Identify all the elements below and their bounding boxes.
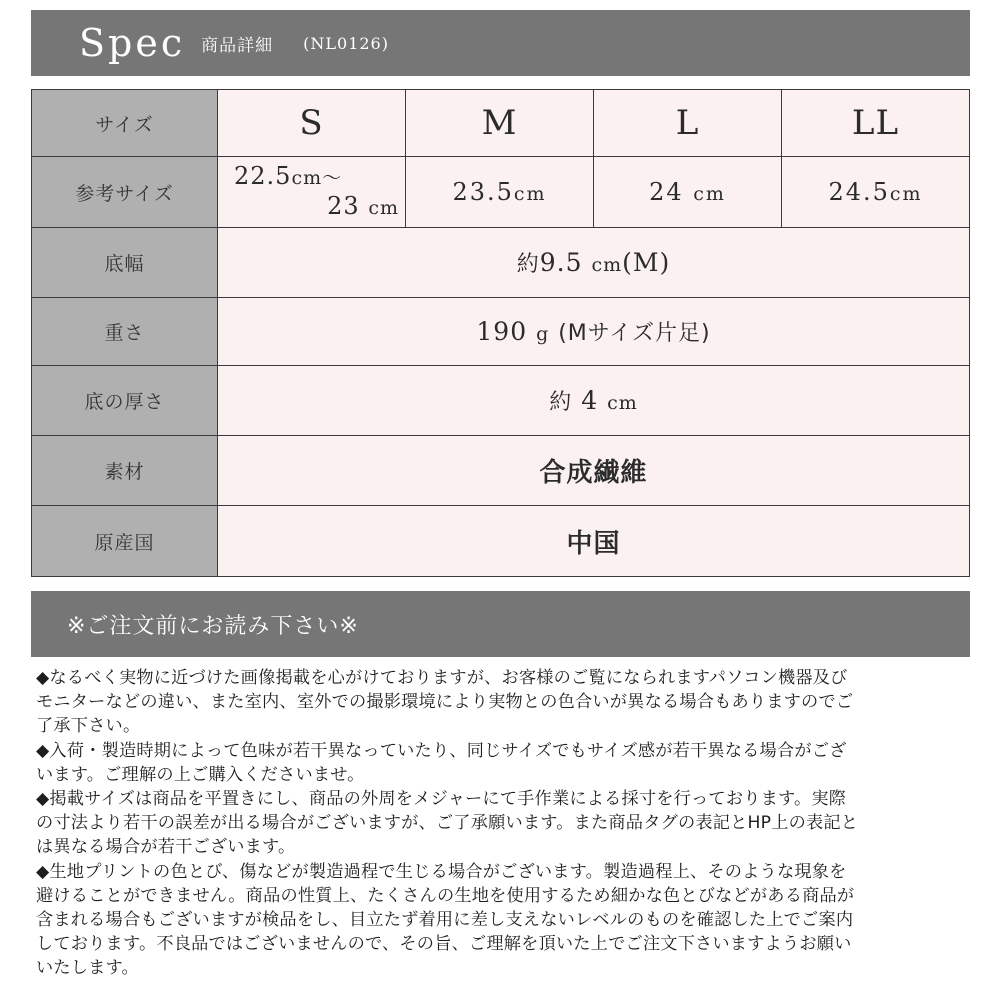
weight-value xyxy=(218,298,970,366)
material-value: 合成繊維 xyxy=(218,436,970,506)
sole-value xyxy=(218,366,970,436)
notice-line: の寸法より若干の誤差が出る場合がございますが、ご了承願います。また商品タグの表記とHP上の表記と xyxy=(36,813,859,834)
spec-table xyxy=(31,89,970,577)
ref-size-m xyxy=(406,157,594,228)
notice-bar xyxy=(31,591,970,657)
notice-text xyxy=(36,666,966,981)
ref-size-s-line2-num: 23 xyxy=(327,192,360,220)
spec-subtitle: 商品詳細 xyxy=(201,35,274,56)
size-ll: LL xyxy=(782,90,970,157)
ref-size-ll-unit: cm xyxy=(889,183,923,205)
ref-size-s-line1-unit: cm～ xyxy=(291,167,343,189)
width-row xyxy=(32,228,970,298)
size-row xyxy=(32,90,970,157)
size-m: M xyxy=(406,90,594,157)
notice-title: ※ご注文前にお読み下さい※ xyxy=(67,613,359,639)
ref-size-ll xyxy=(782,157,970,228)
ref-size-l xyxy=(594,157,782,228)
ref-size-row xyxy=(32,157,970,228)
sole-unit: cm xyxy=(607,392,638,414)
ref-size-label: 参考サイズ xyxy=(32,157,218,228)
material-row xyxy=(32,436,970,506)
origin-row xyxy=(32,506,970,577)
notice-line: ◆なるべく実物に近づけた画像掲載を心がけておりますが、お客様のご覧になられますパソコン機器及び xyxy=(36,668,848,688)
width-num: 9.5 xyxy=(539,248,583,277)
notice-line: ◆掲載サイズは商品を平置きにし、商品の外周をメジャーにて手作業による採寸を行っております。実際 xyxy=(36,789,847,810)
notice-line: は異なる場合が若干ございます。 xyxy=(36,837,296,858)
weight-label: 重さ xyxy=(32,298,218,366)
ref-size-l-unit: cm xyxy=(693,183,726,205)
width-note: (M) xyxy=(622,248,671,277)
notice-line: 避けることができません。商品の性質上、たくさんの生地を使用するため細かな色とびなどがある商品が xyxy=(36,885,855,906)
size-label: サイズ xyxy=(32,90,218,157)
weight-note: (Mサイズ片足) xyxy=(558,321,711,346)
ref-size-m-num: 23.5 xyxy=(452,178,514,206)
product-code: (NL0126) xyxy=(303,33,389,53)
notice-line: 含まれる場合もございますが検品をし、目立たず着用に差し支えないレベルのものを確認した上でご案内 xyxy=(36,910,854,931)
weight-row xyxy=(32,298,970,366)
width-value xyxy=(218,228,970,298)
ref-size-s-line1-num: 22.5 xyxy=(234,162,292,190)
origin-value: 中国 xyxy=(218,506,970,577)
ref-size-s-line2-unit: cm xyxy=(368,197,399,219)
notice-line: 了承下さい。 xyxy=(36,716,141,737)
notice-line: います。ご理解の上ご購入くださいませ。 xyxy=(36,764,365,785)
width-unit: cm xyxy=(591,254,623,276)
ref-size-ll-num: 24.5 xyxy=(828,178,890,206)
notice-line: モニターなどの違い、また室内、室外での撮影環境により実物との色合いが異なる場合もありますのでご xyxy=(36,692,854,713)
notice-line: いたします。 xyxy=(36,958,139,979)
size-s: S xyxy=(218,90,406,157)
weight-unit: g xyxy=(536,323,550,345)
sole-num: 4 xyxy=(581,386,599,415)
sole-prefix: 約 xyxy=(549,390,573,415)
width-label: 底幅 xyxy=(32,228,218,298)
ref-size-m-unit: cm xyxy=(513,183,547,205)
ref-size-l-num: 24 xyxy=(649,178,684,206)
notice-line: ◆生地プリントの色とび、傷などが製造過程で生じる場合がございます。製造過程上、そのような現象を xyxy=(36,861,847,882)
origin-label: 原産国 xyxy=(32,506,218,577)
notice-line: ◆入荷・製造時期によって色味が若干異なっていたり、同じサイズでもサイズ感が若干異なる場合がござ xyxy=(36,740,847,761)
width-prefix: 約 xyxy=(516,252,540,277)
weight-num: 190 xyxy=(476,317,528,346)
notice-line: しております。不良品ではございませんので、その旨、ご理解を頂いた上でご注文下さいますようお願い xyxy=(36,934,852,955)
material-label: 素材 xyxy=(32,436,218,506)
ref-size-s xyxy=(218,157,406,228)
sole-row xyxy=(32,366,970,436)
spec-title: Spec xyxy=(79,21,186,65)
spec-header-bar xyxy=(31,10,970,76)
size-l: L xyxy=(594,90,782,157)
sole-label: 底の厚さ xyxy=(32,366,218,436)
